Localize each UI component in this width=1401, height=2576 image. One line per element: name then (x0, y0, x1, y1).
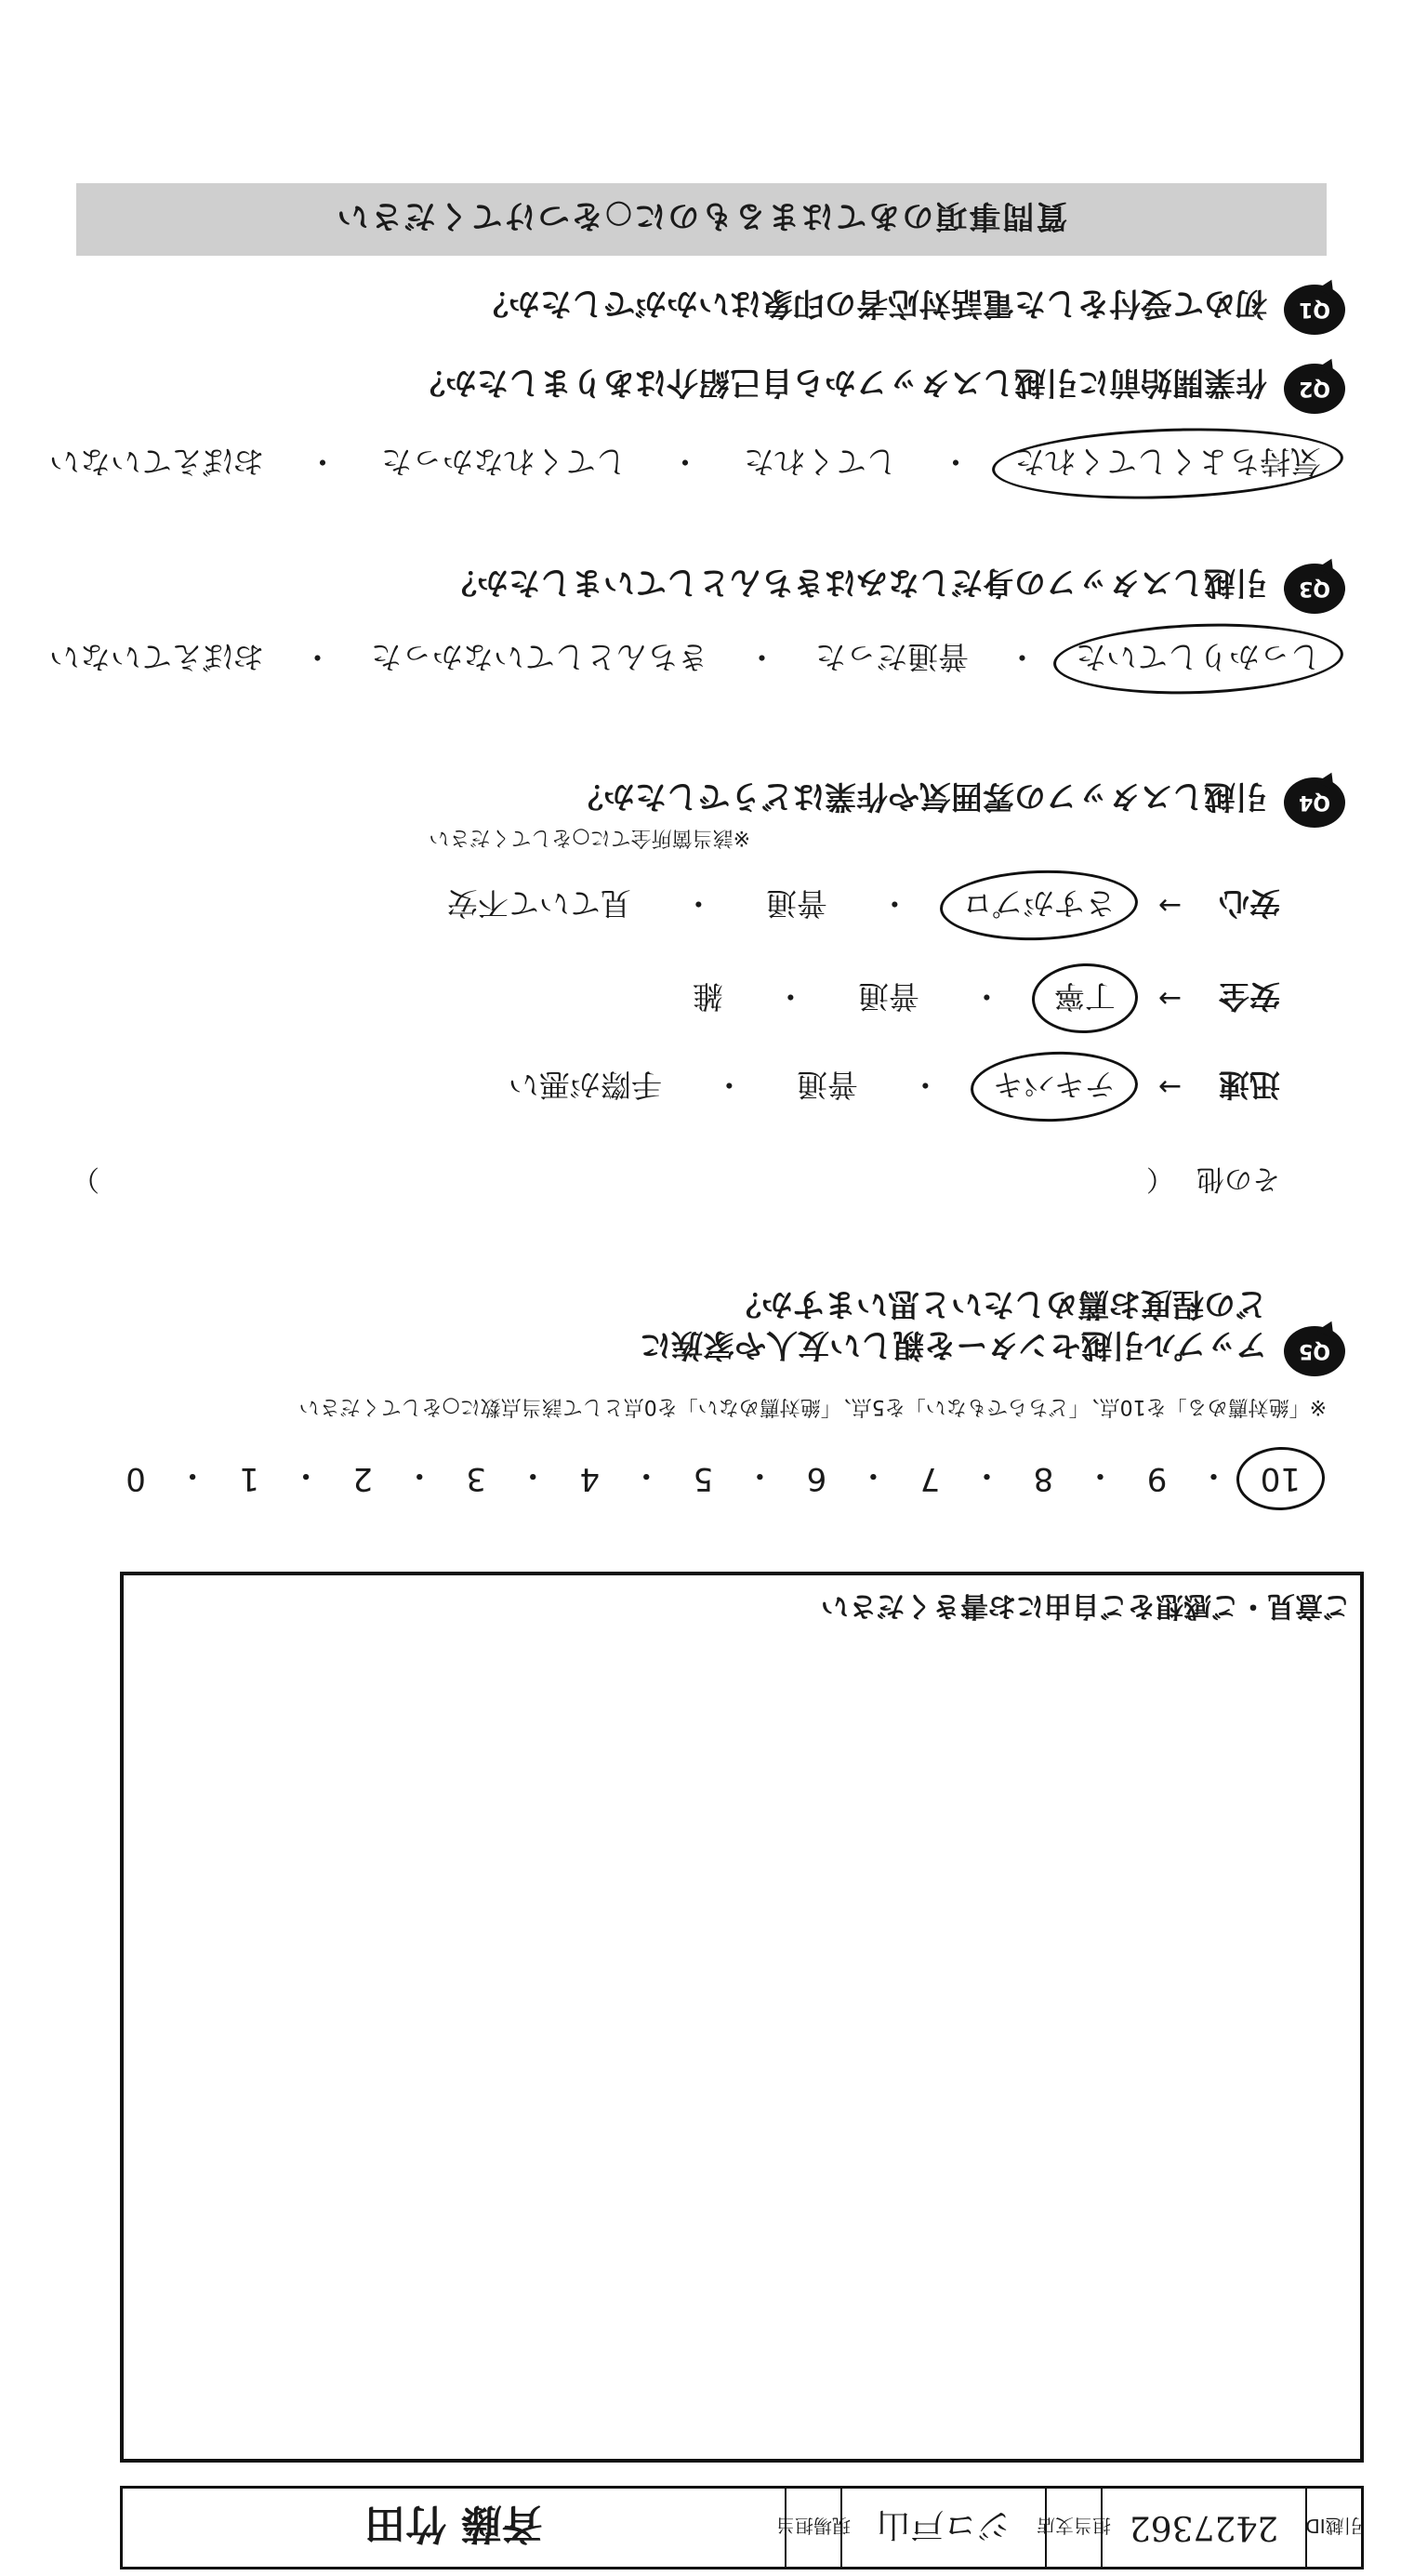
q4-other-label: その他 (1196, 1162, 1280, 1195)
q4-option[interactable]: 雑 (692, 978, 723, 1016)
q5-text-line2: どの程度お薦めしたいと思いますか？ (730, 1285, 1267, 1322)
q5-text-line1: アップル引越センターを親しい友人や家族に (640, 1326, 1267, 1363)
scale-10[interactable]: 10 (1253, 1460, 1308, 1497)
branch-value: ジコ戸山 (840, 2489, 1045, 2567)
q3-option[interactable]: 普通だった (815, 639, 969, 676)
info-table (120, 2486, 1364, 2569)
q2-option[interactable]: 気持ちよくしてくれた (1009, 443, 1327, 486)
q4-text: 引越しスタッフの雰囲気や作業はどうでしたか？ (572, 777, 1267, 815)
q5-question (44, 1274, 1345, 1376)
q3-option[interactable]: きちんとしていなかった (371, 639, 708, 676)
id-value: 2427362 (1101, 2489, 1305, 2567)
scale-9[interactable]: 9 (1146, 1460, 1168, 1497)
q2-option[interactable]: おぼえていない (49, 444, 264, 481)
q3-question (44, 558, 1345, 614)
q3-text: 引越しスタッフの身だしなみはきちんとしていましたか？ (445, 564, 1267, 601)
q5-badge: Q5 (1284, 1326, 1345, 1376)
scale-0[interactable]: 0 (126, 1460, 146, 1497)
comment-box[interactable] (120, 1572, 1364, 2463)
q1-text: 初めて受付をした電話対応者の印象はいかがでしたか？ (477, 285, 1267, 322)
q4-row-anzen: 安全 → 丁寧 ・ 普通 ・ 雑 (687, 975, 1280, 1023)
q2-text: 作業開始前に引越しスタッフから自己紹介はありましたか？ (414, 364, 1267, 401)
q2-option[interactable]: してくれなかった (381, 444, 627, 481)
q2-question (44, 358, 1345, 414)
q4-option[interactable]: 普通 (796, 1067, 858, 1104)
scale-3[interactable]: 3 (466, 1460, 487, 1497)
q4-option[interactable]: 見ていて不安 (446, 885, 631, 923)
q4-row-jinsoku: 迅速 → テキパキ ・ 普通 ・ 手際が悪い (503, 1063, 1280, 1111)
q4-badge: Q4 (1284, 777, 1345, 828)
q4-option[interactable]: 丁寧 (1049, 977, 1121, 1021)
q4-question (44, 772, 1345, 828)
q4-note: ※該当箇所全てに○をしてください (429, 826, 750, 849)
staff-label: 現場担当 (785, 2489, 840, 2567)
q4-option[interactable]: 普通 (857, 978, 919, 1016)
q4-row-label: 安全 (1219, 978, 1280, 1016)
q3-options: しっかりしていた ・ 普通だった ・ きちんとしていなかった ・ おぼえていない (44, 635, 1327, 684)
q4-other-row[interactable] (72, 1160, 1280, 1204)
q3-badge: Q3 (1284, 564, 1345, 614)
scale-8[interactable]: 8 (1033, 1460, 1054, 1497)
branch-label: 担当支店 (1045, 2489, 1101, 2567)
comment-label: ご意見・ご感想をご自由にお書きください (821, 1589, 1351, 1622)
scale-4[interactable]: 4 (579, 1460, 601, 1497)
q4-other-close: ） (72, 1162, 99, 1195)
q4-option[interactable]: 普通 (765, 885, 827, 923)
q5-scale: 10 ・ 9 ・ 8 ・ 7 ・ 6 ・ 5 ・ 4 ・ 3 ・ 2 ・ 1 ・ 0 (118, 1451, 1308, 1507)
scale-2[interactable]: 2 (352, 1460, 373, 1497)
q4-option[interactable]: 手際が悪い (508, 1067, 662, 1104)
q2-options: 気持ちよくしてくれた ・ してくれた ・ してくれなかった ・ おぼえていない (44, 440, 1327, 488)
q5-note: ※「絶対薦める」を10点、「どちらでもない」を5点、「絶対薦めない」を0点として該当点数に○をしてください (298, 1395, 1327, 1418)
scale-5[interactable]: 5 (693, 1460, 714, 1497)
section-header: 質問事項のあてはまるものに○をつけてください (76, 183, 1327, 256)
q1-question-row (44, 279, 1345, 335)
q4-other-open: （ (1146, 1162, 1174, 1195)
q3-option[interactable]: しっかりしていた (1070, 638, 1327, 682)
q4-option[interactable]: さすがプロ (957, 884, 1121, 928)
q1-badge: Q1 (1284, 285, 1345, 335)
arrow-icon: → (1157, 1070, 1182, 1104)
scale-1[interactable]: 1 (239, 1460, 259, 1497)
arrow-icon: → (1157, 889, 1182, 923)
q4-row-anshin: 安心 → さすがプロ ・ 普通 ・ 見ていて不安 (442, 882, 1280, 930)
q2-badge: Q2 (1284, 364, 1345, 414)
scale-7[interactable]: 7 (919, 1460, 941, 1497)
q2-option[interactable]: してくれた (744, 444, 897, 481)
q4-row-label: 迅速 (1219, 1067, 1280, 1104)
q4-row-label: 安心 (1219, 885, 1280, 923)
arrow-icon: → (1157, 982, 1182, 1016)
scale-6[interactable]: 6 (806, 1460, 827, 1497)
q3-option[interactable]: おぼえていない (49, 639, 264, 676)
q4-option[interactable]: テキパキ (987, 1066, 1121, 1109)
id-label: 引越ID (1305, 2489, 1361, 2567)
staff-value: 斉藤 竹田 (364, 2500, 543, 2547)
